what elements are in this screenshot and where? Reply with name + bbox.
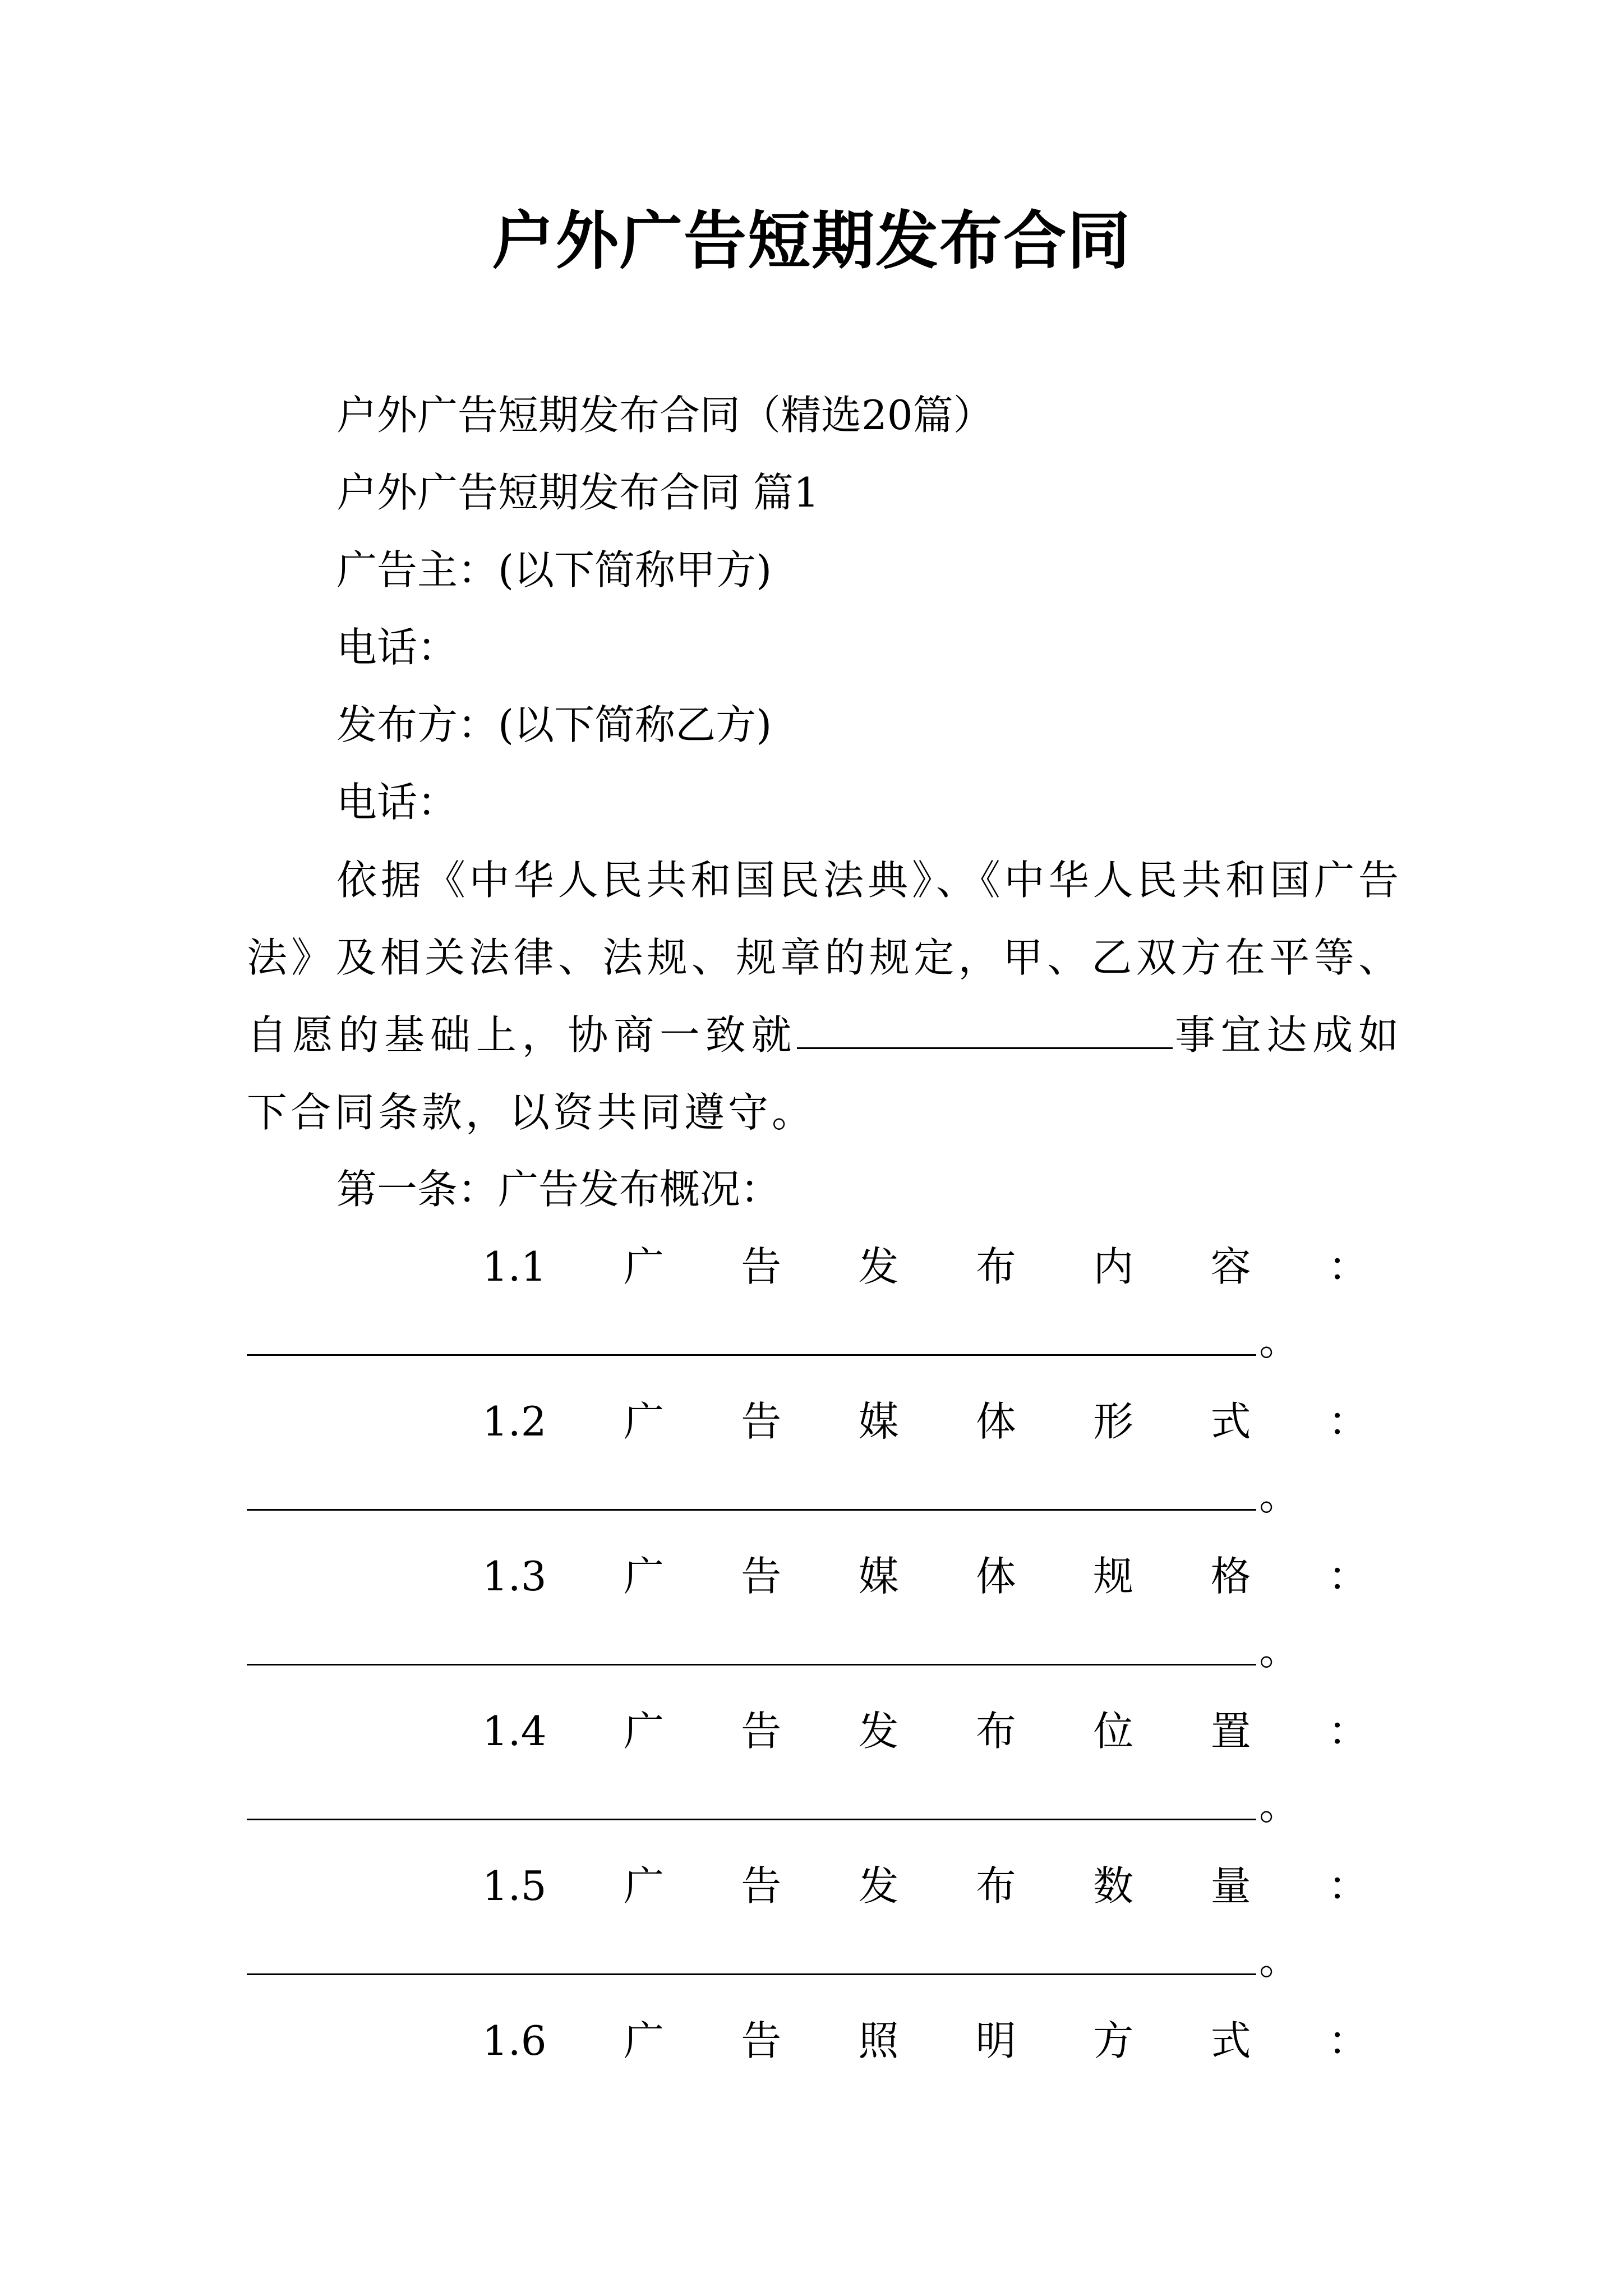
item-label-char: 明 [975,2017,1016,2064]
item-label-char: 方 [1093,2017,1134,2064]
item-label-char: 广 [623,1708,664,1755]
item-label-char: 数 [1093,1862,1134,1910]
item-label-char: 告 [741,1243,782,1290]
item-number: 1.1 [482,1243,547,1290]
intro-blank-field[interactable] [797,1008,1173,1049]
item-end-period: 。 [1259,1782,1300,1829]
item-row [482,1393,1368,1450]
item-label-char: 发 [858,1708,899,1755]
article1-heading: 第一条：广告发布概况： [336,1166,781,1213]
item-label-char: 发 [858,1862,899,1910]
item-label-char: 告 [741,1708,782,1755]
item-fill-line[interactable] [247,1973,1256,1975]
document-title: 户外广告短期发布合同 [492,204,1131,278]
item-label-char: 广 [623,1553,664,1600]
item-label-char: 广 [623,1243,664,1290]
item-colon: ： [1327,1553,1368,1600]
intro-paragraph [247,841,1402,1151]
item-label-char: 置 [1210,1708,1251,1755]
intro-text-2: 事宜达成如下合同条款，以资共同遵守。 [247,1011,1402,1136]
item-number: 1.5 [482,1862,547,1910]
item-fill-line[interactable] [247,1819,1256,1820]
item-label-char: 告 [741,1553,782,1600]
item-number: 1.6 [482,2017,547,2064]
item-label-char: 告 [741,1398,782,1445]
item-label-char: 格 [1210,1553,1251,1600]
item-colon: ： [1327,1862,1368,1910]
item-label-char: 布 [975,1243,1016,1290]
item-colon: ： [1327,2017,1368,2064]
item-label-char: 形 [1093,1398,1134,1445]
intro-text-1: 依据《中华人民共和国民法典》、《中华人民共和国广告法》及相关法律、法规、规章的规定，甲、乙双方在平等、自愿的基础上，协商一致就 [247,857,1402,1059]
item-colon: ： [1327,1398,1368,1445]
item-label-char: 体 [975,1553,1016,1600]
item-label-char: 体 [975,1398,1016,1445]
item-label-char: 式 [1210,2017,1251,2064]
item-label-char: 告 [741,1862,782,1910]
publisher-label: 发布方：(以下简称乙方) [336,701,772,748]
item-label-char: 容 [1210,1243,1251,1290]
item-label-char: 告 [741,2017,782,2064]
item-number: 1.3 [482,1553,547,1600]
item-label-char: 布 [975,1708,1016,1755]
item-label-char: 规 [1093,1553,1134,1600]
item-label-char: 内 [1093,1243,1134,1290]
item-end-period: 。 [1259,1936,1300,1984]
item-row [482,2013,1368,2069]
phone-label-1: 电话： [336,624,458,671]
item-number: 1.2 [482,1398,547,1445]
item-fill-line[interactable] [247,1509,1256,1511]
section-heading: 户外广告短期发布合同 篇1 [336,469,819,516]
item-end-period: 。 [1259,1627,1300,1674]
item-label-char: 照 [858,2017,899,2064]
item-row [482,1548,1368,1604]
item-label-char: 广 [623,1862,664,1910]
subtitle: 户外广告短期发布合同（精选20篇） [336,392,994,439]
item-label-char: 媒 [858,1553,899,1600]
item-number: 1.4 [482,1708,547,1755]
item-row [482,1239,1368,1295]
item-end-period: 。 [1259,1472,1300,1519]
item-label-char: 广 [623,2017,664,2064]
item-label-char: 量 [1210,1862,1251,1910]
item-row [482,1703,1368,1759]
item-label-char: 位 [1093,1708,1134,1755]
advertiser-label: 广告主：(以下简称甲方) [336,546,772,593]
item-colon: ： [1327,1243,1368,1290]
phone-label-2: 电话： [336,779,458,826]
item-fill-line[interactable] [247,1354,1256,1356]
item-label-char: 式 [1210,1398,1251,1445]
item-row [482,1858,1368,1914]
item-label-char: 布 [975,1862,1016,1910]
item-end-period: 。 [1259,1317,1300,1364]
item-label-char: 发 [858,1243,899,1290]
item-fill-line[interactable] [247,1664,1256,1665]
item-label-char: 媒 [858,1398,899,1445]
item-colon: ： [1327,1708,1368,1755]
item-label-char: 广 [623,1398,664,1445]
